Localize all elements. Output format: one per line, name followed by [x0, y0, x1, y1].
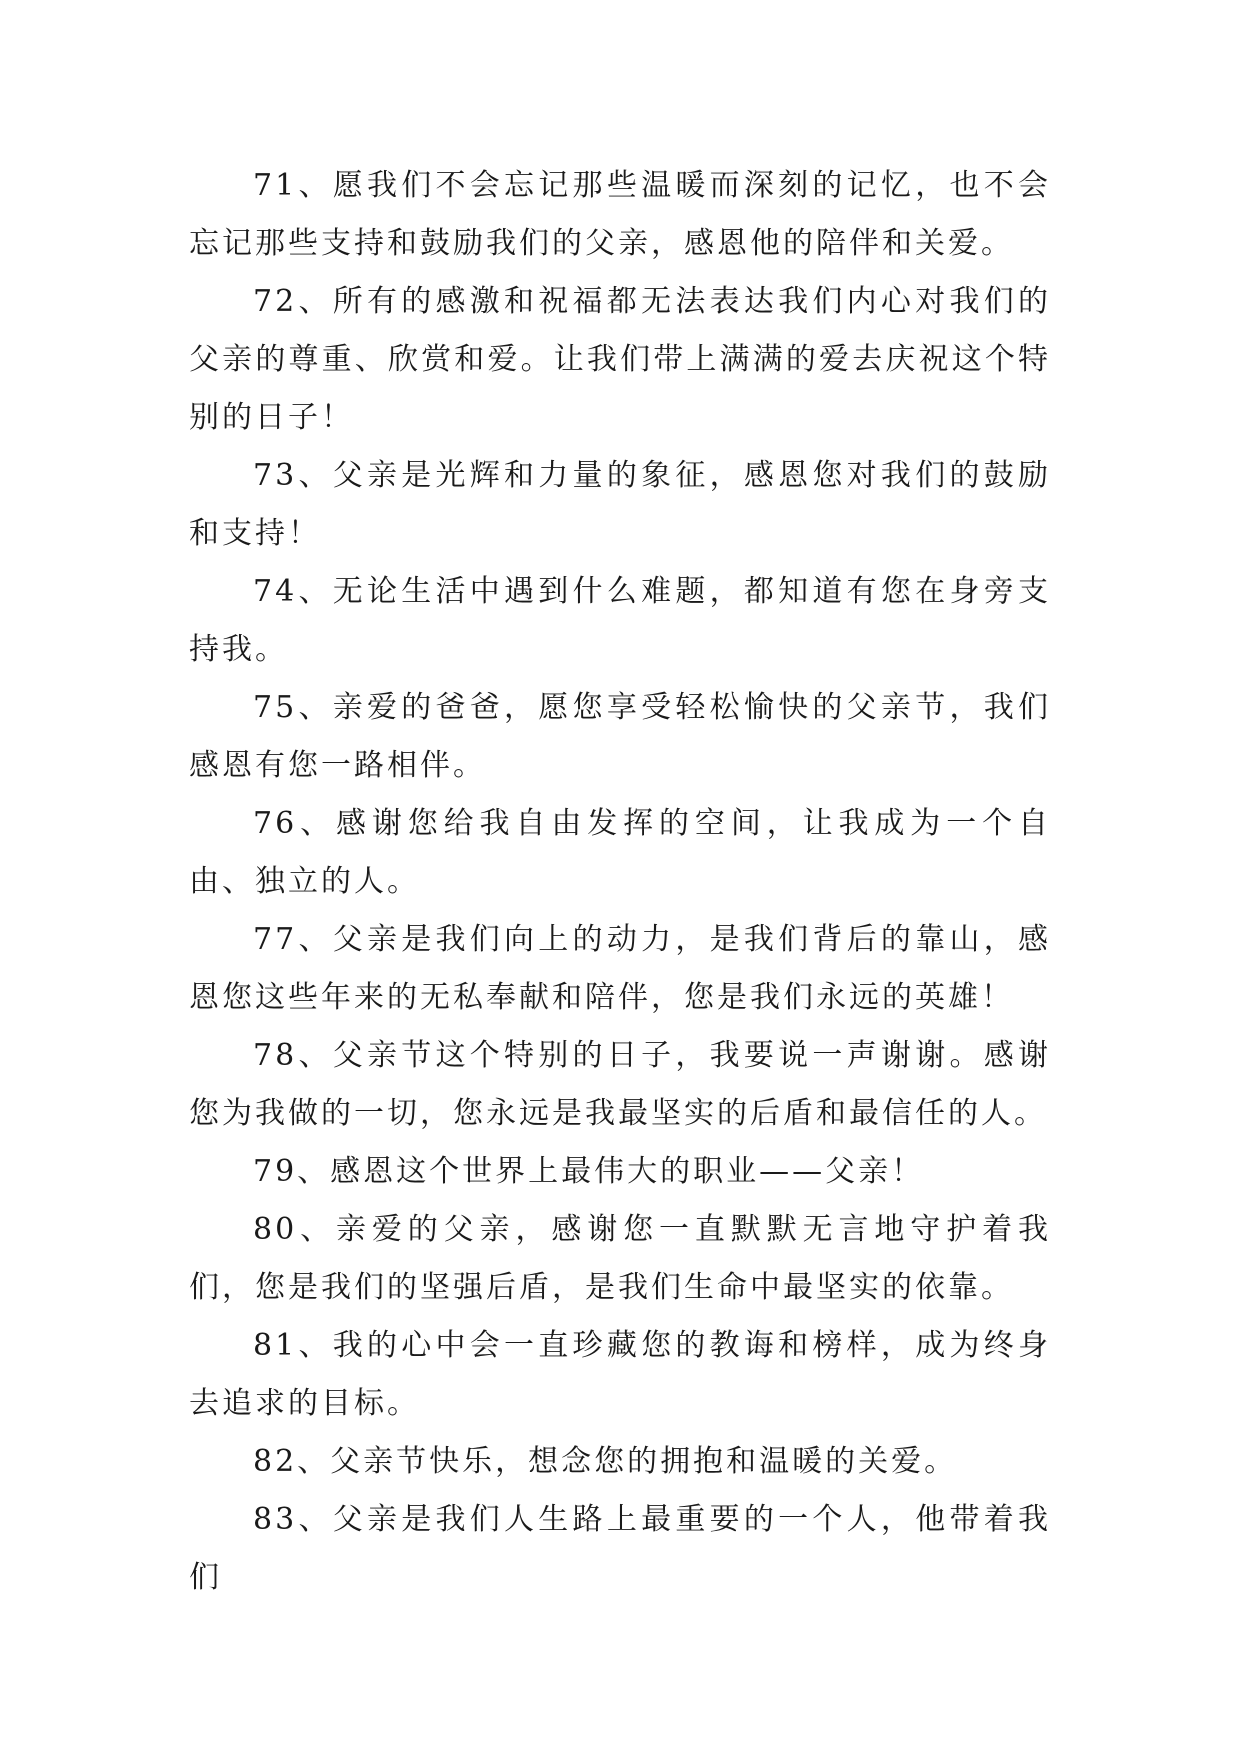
paragraph-82: 82、父亲节快乐，想念您的拥抱和温暖的关爱。 [253, 1444, 958, 1479]
paragraph-81: 81、我的心中会一直珍藏您的教诲和榜样，成为终身去追求的目标。 [189, 1328, 1051, 1421]
paragraph-77: 77、父亲是我们向上的动力，是我们背后的靠山，感恩您这些年来的无私奉献和陪伴，您是我们永远的英雄！ [189, 922, 1051, 1015]
paragraph-80: 80、亲爱的父亲，感谢您一直默默无言地守护着我们，您是我们的坚强后盾，是我们生命中最坚实的依靠。 [189, 1212, 1051, 1305]
document-body [189, 157, 1051, 1607]
paragraph-79: 79、感恩这个世界上最伟大的职业——父亲！ [253, 1154, 925, 1189]
paragraph-75: 75、亲爱的爸爸，愿您享受轻松愉快的父亲节，我们感恩有您一路相伴。 [189, 690, 1051, 783]
paragraph-83: 83、父亲是我们人生路上最重要的一个人，他带着我们 [189, 1502, 1051, 1595]
paragraph-78: 78、父亲节这个特别的日子，我要说一声谢谢。感谢您为我做的一切，您永远是我最坚实的后盾和最信任的人。 [189, 1038, 1051, 1131]
paragraph-76: 76、感谢您给我自由发挥的空间，让我成为一个自由、独立的人。 [189, 806, 1051, 899]
paragraph-71: 71、愿我们不会忘记那些温暖而深刻的记忆，也不会忘记那些支持和鼓励我们的父亲，感恩他的陪伴和关爱。 [189, 168, 1051, 261]
paragraph-74: 74、无论生活中遇到什么难题，都知道有您在身旁支持我。 [189, 574, 1051, 667]
paragraph-72: 72、所有的感激和祝福都无法表达我们内心对我们的父亲的尊重、欣赏和爱。让我们带上满满的爱去庆祝这个特别的日子！ [189, 284, 1051, 435]
paragraph-73: 73、父亲是光辉和力量的象征，感恩您对我们的鼓励和支持！ [189, 458, 1051, 551]
